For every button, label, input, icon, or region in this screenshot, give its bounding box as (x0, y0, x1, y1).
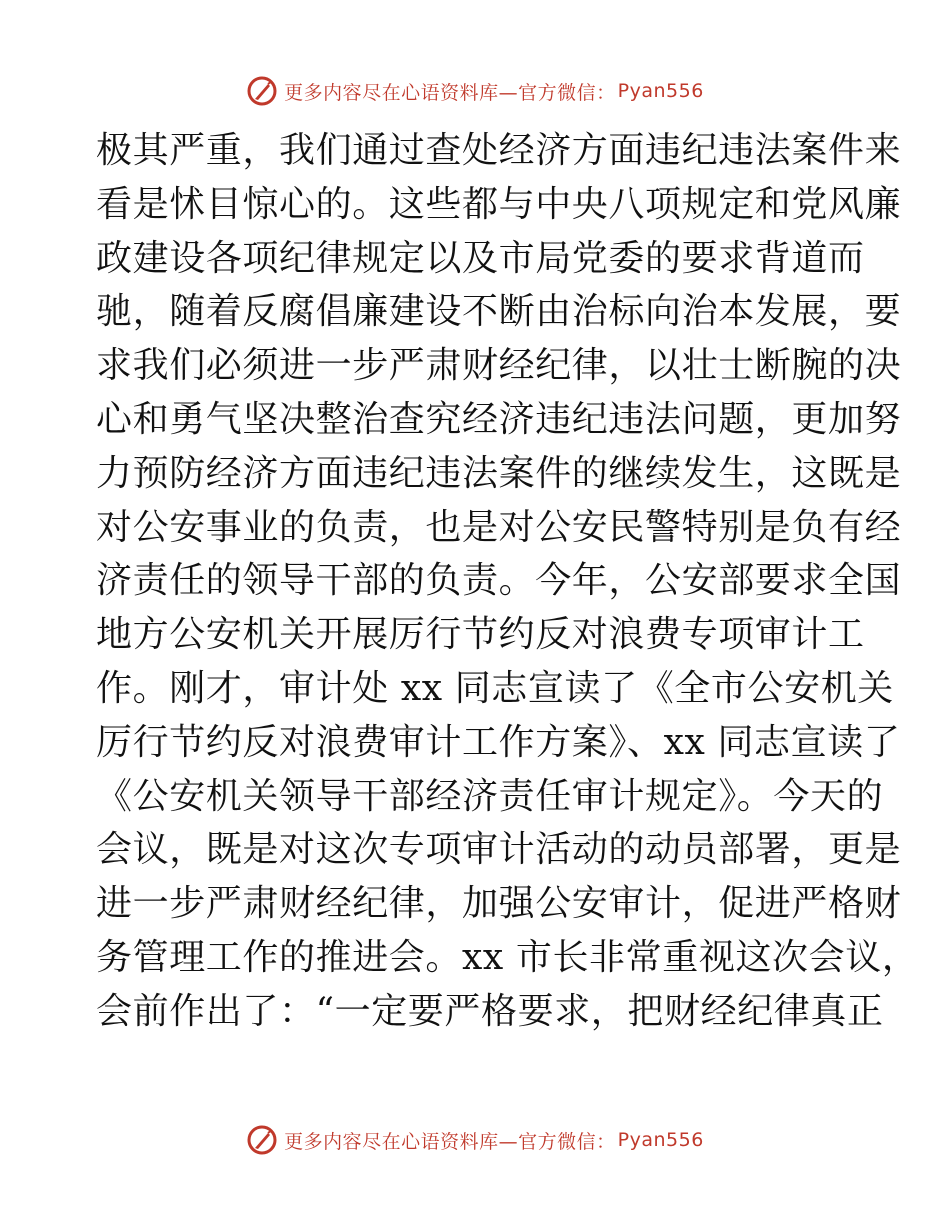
body-line: 求我们必须进一步严肃财经纪律，以壮士断腕的决 (96, 345, 902, 387)
body-line: 看是怵目惊心的。这些都与中央八项规定和党风廉 (96, 183, 902, 225)
body-line: 厉行节约反对浪费审计工作方案》、xx 同志宣读了 (96, 721, 901, 763)
header-banner-id: Pyan556 (617, 80, 704, 102)
body-line: 务管理工作的推进会。xx 市长非常重视这次会议， (96, 936, 919, 978)
header-banner-text: 更多内容尽在心语资料库—官方微信： (284, 81, 616, 104)
body-line: 政建设各项纪律规定以及市局党委的要求背道而 (96, 237, 865, 279)
body-line: 进一步严肃财经纪律，加强公安审计，促进严格财 (96, 883, 902, 925)
body-line: 心和勇气坚决整治查究经济违纪违法问题，更加努 (96, 398, 902, 440)
body-line: 《公安机关领导干部经济责任审计规定》。今天的 (96, 775, 884, 817)
body-line: 作。刚才，审计处 xx 同志宣读了《全市公安机关 (96, 667, 894, 709)
body-line: 驰，随着反腐倡廉建设不断由治标向治本发展，要 (96, 291, 902, 333)
body-line: 对公安事业的负责，也是对公安民警特别是负有经 (96, 506, 902, 548)
body-line: 会前作出了：“一定要严格要求，把财经纪律真正 (96, 990, 884, 1032)
body-line: 地方公安机关开展厉行节约反对浪费专项审计工 (96, 614, 865, 656)
feather-logo-icon (246, 75, 278, 107)
footer-banner-text: 更多内容尽在心语资料库—官方微信： (284, 1130, 616, 1153)
document-body (96, 124, 919, 1039)
feather-logo-icon (246, 1124, 278, 1156)
body-line: 济责任的领导干部的负责。今年，公安部要求全国 (96, 560, 902, 602)
footer-banner-id: Pyan556 (617, 1129, 704, 1151)
body-line: 会议，既是对这次专项审计活动的动员部署，更是 (96, 829, 902, 871)
header-banner (0, 71, 950, 111)
body-line: 极其严重，我们通过查处经济方面违纪违法案件来 (96, 130, 902, 171)
footer-banner (0, 1120, 950, 1160)
body-line: 力预防经济方面违纪违法案件的继续发生，这既是 (96, 452, 902, 494)
